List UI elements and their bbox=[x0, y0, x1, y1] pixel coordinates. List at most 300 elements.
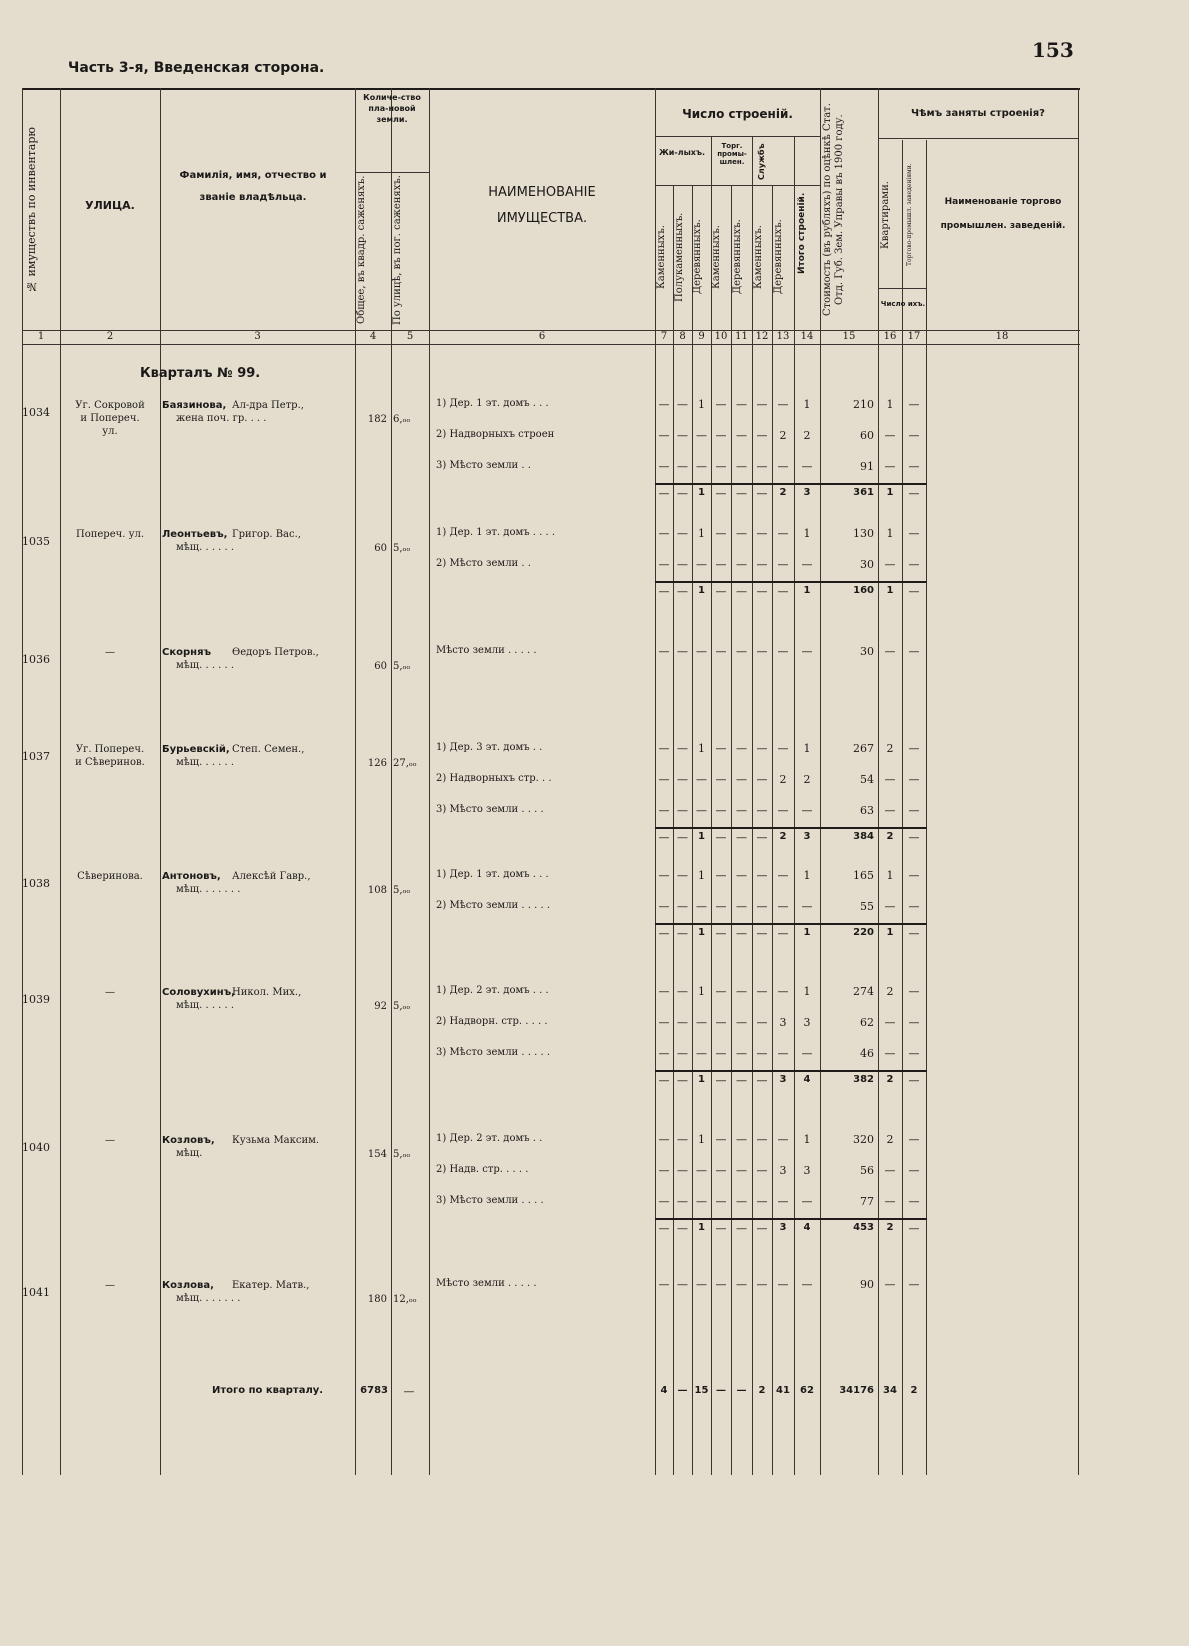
subtotal-count: 1 bbox=[698, 1074, 705, 1085]
empty-dash: — bbox=[658, 804, 670, 817]
header-col10: Каменныхъ. bbox=[711, 225, 722, 289]
column-number: 17 bbox=[907, 331, 921, 342]
grand-total-c17: 2 bbox=[910, 1385, 918, 1396]
column-number: 8 bbox=[679, 331, 686, 342]
empty-dash: — bbox=[884, 900, 896, 913]
empty-dash: — bbox=[715, 398, 727, 411]
column-number: 6 bbox=[538, 331, 546, 342]
empty-dash: — bbox=[756, 429, 768, 442]
empty-dash: — bbox=[715, 804, 727, 817]
empty-dash: — bbox=[884, 804, 896, 817]
building-count: 3 bbox=[779, 1016, 787, 1029]
street-name: Сѣверинова. bbox=[77, 871, 143, 882]
empty-dash: — bbox=[801, 1278, 813, 1291]
valuation-rubles: 62 bbox=[860, 1016, 874, 1029]
grand-total-label: Итого по кварталу. bbox=[212, 1385, 324, 1396]
empty-dash: — bbox=[677, 558, 688, 571]
subtotal-count: 1 bbox=[698, 927, 705, 938]
owner-surname: Козлова, bbox=[162, 1280, 214, 1291]
building-count: 1 bbox=[698, 527, 705, 540]
empty-dash: — bbox=[736, 831, 747, 844]
owner-surname: Леонтьевъ, bbox=[162, 529, 228, 540]
empty-dash: — bbox=[715, 773, 727, 786]
column-number: 3 bbox=[254, 331, 261, 342]
empty-dash: — bbox=[715, 1195, 727, 1208]
valuation-rubles: 267 bbox=[853, 742, 874, 755]
empty-dash: — bbox=[884, 1195, 896, 1208]
subtotal-apartments: 1 bbox=[886, 487, 894, 498]
empty-dash: — bbox=[736, 804, 747, 817]
column-number: 14 bbox=[800, 331, 814, 342]
property-item: 1) Дер. 1 эт. домъ . . . bbox=[436, 869, 549, 880]
street-frontage: 6,ₒₒ bbox=[393, 414, 411, 425]
building-count: 1 bbox=[698, 742, 705, 755]
empty-dash: — bbox=[908, 900, 920, 913]
empty-dash: — bbox=[658, 398, 670, 411]
apartments-count: 2 bbox=[886, 1133, 894, 1146]
empty-dash: — bbox=[908, 831, 920, 844]
owner-name: Алексѣй Гавр., bbox=[232, 871, 311, 882]
empty-dash: — bbox=[756, 398, 768, 411]
subtotal-rule bbox=[655, 483, 927, 485]
property-item: 1) Дер. 2 эт. домъ . . bbox=[436, 1133, 543, 1144]
empty-dash: — bbox=[736, 1164, 747, 1177]
empty-dash: — bbox=[884, 1047, 896, 1060]
property-item: 2) Надворныхъ строен bbox=[436, 429, 555, 440]
building-count: 2 bbox=[779, 773, 787, 786]
grand-total-area: 6783 bbox=[360, 1385, 388, 1396]
empty-dash: — bbox=[677, 645, 688, 658]
street-frontage: 27,ₒₒ bbox=[393, 758, 417, 769]
empty-dash: — bbox=[756, 985, 768, 998]
valuation-rubles: 54 bbox=[860, 773, 874, 786]
empty-dash: — bbox=[677, 1047, 688, 1060]
empty-dash: — bbox=[677, 831, 688, 844]
empty-dash: — bbox=[908, 1016, 920, 1029]
owner-surname: Бурьевскій, bbox=[162, 744, 230, 755]
empty-dash: — bbox=[677, 869, 688, 882]
subtotal-count: 1 bbox=[698, 487, 705, 498]
empty-dash: — bbox=[756, 460, 768, 473]
property-item: Мѣсто земли . . . . . bbox=[436, 645, 537, 656]
building-count: 1 bbox=[803, 869, 811, 882]
subtotal-apartments: 2 bbox=[886, 1074, 894, 1085]
inventory-number: 1038 bbox=[22, 877, 50, 890]
empty-dash: — bbox=[658, 558, 670, 571]
empty-dash: — bbox=[908, 927, 920, 940]
empty-dash: — bbox=[677, 804, 688, 817]
header-col12: Каменныхъ. bbox=[753, 225, 764, 289]
column-number: 13 bbox=[776, 331, 790, 342]
land-area: 154 bbox=[367, 1149, 387, 1160]
subtotal-apartments: 1 bbox=[886, 927, 894, 938]
empty-dash: — bbox=[777, 398, 789, 411]
grand-total-c9: 15 bbox=[694, 1385, 709, 1396]
property-item: 1) Дер. 1 эт. домъ . . . . bbox=[436, 527, 556, 538]
owner-status: мѣщ. . . . . . bbox=[176, 660, 235, 671]
column-number: 2 bbox=[106, 331, 114, 342]
subtotal-rule bbox=[655, 1218, 927, 1220]
empty-dash: — bbox=[884, 460, 896, 473]
empty-dash: — bbox=[715, 527, 727, 540]
empty-dash: — bbox=[801, 804, 813, 817]
land-area: 60 bbox=[374, 661, 387, 672]
empty-dash: — bbox=[756, 804, 768, 817]
building-count: 2 bbox=[779, 429, 787, 442]
empty-dash: — bbox=[677, 1074, 688, 1087]
empty-dash: — bbox=[884, 1016, 896, 1029]
empty-dash: — bbox=[736, 585, 747, 598]
empty-dash: — bbox=[908, 585, 920, 598]
empty-dash: — bbox=[658, 1133, 670, 1146]
empty-dash: — bbox=[736, 1016, 747, 1029]
empty-dash: — bbox=[658, 773, 670, 786]
empty-dash: — bbox=[696, 429, 707, 442]
table-vertical-rule bbox=[1078, 88, 1079, 1475]
empty-dash: — bbox=[736, 1133, 747, 1146]
building-count: 3 bbox=[779, 1164, 787, 1177]
empty-dash: — bbox=[777, 558, 789, 571]
empty-dash: — bbox=[756, 487, 768, 500]
subtotal-rule bbox=[655, 581, 927, 583]
owner-surname: Скорняъ bbox=[162, 647, 211, 658]
property-item: 3) Мѣсто земли . . . . bbox=[436, 1195, 544, 1206]
property-item: 2) Надворныхъ стр. . . bbox=[436, 773, 552, 784]
subtotal-count: 4 bbox=[803, 1222, 811, 1233]
street-name: — bbox=[105, 987, 115, 998]
subtotal-valuation: 361 bbox=[853, 487, 874, 498]
empty-dash: — bbox=[715, 1047, 727, 1060]
inventory-number: 1035 bbox=[22, 535, 50, 548]
empty-dash: — bbox=[658, 1278, 670, 1291]
subtotal-count: 3 bbox=[803, 831, 811, 842]
empty-dash: — bbox=[908, 985, 920, 998]
column-number: 5 bbox=[406, 331, 414, 342]
subtotal-count: 1 bbox=[698, 831, 705, 842]
subtotal-count: 3 bbox=[779, 1074, 787, 1085]
empty-dash: — bbox=[696, 900, 707, 913]
owner-name: Григор. Вас., bbox=[232, 529, 301, 540]
building-count: 1 bbox=[803, 398, 811, 411]
street-frontage: 5,ₒₒ bbox=[393, 1149, 411, 1160]
empty-dash: — bbox=[756, 1195, 768, 1208]
apartments-count: 2 bbox=[886, 985, 894, 998]
empty-dash: — bbox=[658, 927, 670, 940]
empty-dash: — bbox=[677, 1222, 688, 1235]
empty-dash: — bbox=[884, 558, 896, 571]
empty-dash: — bbox=[801, 460, 813, 473]
header-street-frontage: По улицѣ, въ пог. саженяхъ. bbox=[392, 175, 403, 325]
header-col11: Деревянныхъ. bbox=[732, 219, 743, 295]
column-number: 9 bbox=[698, 331, 705, 342]
subtotal-apartments: 2 bbox=[886, 1222, 894, 1233]
empty-dash: — bbox=[677, 927, 688, 940]
header-service: Службъ bbox=[757, 143, 766, 181]
empty-dash: — bbox=[658, 527, 670, 540]
owner-name: Никол. Мих., bbox=[232, 987, 302, 998]
empty-dash: — bbox=[756, 831, 768, 844]
street-frontage: 5,ₒₒ bbox=[393, 885, 411, 896]
page-number: 153 bbox=[1032, 38, 1074, 62]
valuation-rubles: 30 bbox=[860, 645, 874, 658]
building-count: 1 bbox=[803, 742, 811, 755]
empty-dash: — bbox=[908, 1074, 920, 1087]
empty-dash: — bbox=[756, 1278, 768, 1291]
empty-dash: — bbox=[715, 1278, 727, 1291]
empty-dash: — bbox=[777, 1195, 789, 1208]
property-item: 3) Мѣсто земли . . . . bbox=[436, 804, 544, 815]
empty-dash: — bbox=[736, 1074, 747, 1087]
empty-dash: — bbox=[908, 742, 920, 755]
empty-dash: — bbox=[756, 927, 768, 940]
building-count: 1 bbox=[698, 985, 705, 998]
grand-total-c11: — bbox=[736, 1385, 747, 1396]
empty-dash: — bbox=[777, 527, 789, 540]
street-name: — bbox=[105, 647, 115, 658]
empty-dash: — bbox=[777, 645, 789, 658]
street-frontage: 5,ₒₒ bbox=[393, 543, 411, 554]
empty-dash: — bbox=[658, 645, 670, 658]
header-property-name: НАИМЕНОВАНІЕ ИМУЩЕСТВА. bbox=[488, 185, 596, 226]
empty-dash: — bbox=[756, 1222, 768, 1235]
empty-dash: — bbox=[756, 900, 768, 913]
empty-dash: — bbox=[658, 1074, 670, 1087]
inventory-number: 1034 bbox=[22, 406, 50, 419]
land-area: 126 bbox=[367, 758, 387, 769]
empty-dash: — bbox=[715, 487, 727, 500]
apartments-count: 1 bbox=[886, 527, 894, 540]
empty-dash: — bbox=[884, 1164, 896, 1177]
header-col7: Каменныхъ. bbox=[656, 225, 667, 289]
empty-dash: — bbox=[658, 1164, 670, 1177]
empty-dash: — bbox=[677, 1164, 688, 1177]
column-number: 15 bbox=[842, 331, 856, 342]
owner-status: мѣщ. . . . . . bbox=[176, 1000, 235, 1011]
subtotal-valuation: 384 bbox=[853, 831, 874, 842]
empty-dash: — bbox=[715, 1133, 727, 1146]
owner-name: Екатер. Матв., bbox=[232, 1280, 310, 1291]
valuation-rubles: 274 bbox=[853, 985, 874, 998]
owner-status: мѣщ. . . . . . . bbox=[176, 884, 241, 895]
empty-dash: — bbox=[777, 1047, 789, 1060]
table-vertical-rule bbox=[22, 88, 23, 1475]
empty-dash: — bbox=[756, 1016, 768, 1029]
empty-dash: — bbox=[677, 429, 688, 442]
empty-dash: — bbox=[736, 429, 747, 442]
inventory-number: 1039 bbox=[22, 993, 50, 1006]
empty-dash: — bbox=[658, 1016, 670, 1029]
street-name: — bbox=[105, 1135, 115, 1146]
empty-dash: — bbox=[756, 1047, 768, 1060]
empty-dash: — bbox=[736, 742, 747, 755]
subtotal-valuation: 220 bbox=[853, 927, 874, 938]
empty-dash: — bbox=[715, 742, 727, 755]
empty-dash: — bbox=[736, 558, 747, 571]
owner-status: жена поч. гр. . . . bbox=[176, 413, 267, 424]
empty-dash: — bbox=[677, 985, 688, 998]
empty-dash: — bbox=[715, 1074, 727, 1087]
column-number: 16 bbox=[883, 331, 897, 342]
header-living: Жи-лыхъ. bbox=[658, 148, 706, 157]
street-name: Уг. Сокровой bbox=[75, 400, 145, 411]
empty-dash: — bbox=[715, 927, 727, 940]
building-count: 1 bbox=[698, 1133, 705, 1146]
subtotal-apartments: 2 bbox=[886, 831, 894, 842]
empty-dash: — bbox=[908, 487, 920, 500]
empty-dash: — bbox=[696, 1016, 707, 1029]
grand-total-c13: 41 bbox=[776, 1385, 790, 1396]
table-vertical-rule bbox=[752, 136, 753, 185]
empty-dash: — bbox=[658, 900, 670, 913]
building-count: 1 bbox=[803, 527, 811, 540]
empty-dash: — bbox=[884, 773, 896, 786]
header-number: Число ихъ. bbox=[880, 300, 926, 308]
grand-total-c7: 4 bbox=[660, 1385, 668, 1396]
table-horizontal-rule bbox=[22, 344, 1080, 345]
empty-dash: — bbox=[756, 558, 768, 571]
valuation-rubles: 320 bbox=[853, 1133, 874, 1146]
table-vertical-rule bbox=[391, 172, 392, 1475]
subtotal-count: 4 bbox=[803, 1074, 811, 1085]
subtotal-apartments: 1 bbox=[886, 585, 894, 596]
table-horizontal-rule bbox=[655, 136, 820, 137]
empty-dash: — bbox=[756, 742, 768, 755]
column-number: 12 bbox=[755, 331, 769, 342]
empty-dash: — bbox=[908, 804, 920, 817]
empty-dash: — bbox=[777, 1278, 789, 1291]
empty-dash: — bbox=[756, 869, 768, 882]
header-col18: Наименованіе торгово промышлен. заведеній. bbox=[940, 197, 1066, 231]
grand-total-front: — bbox=[403, 1385, 415, 1398]
empty-dash: — bbox=[677, 773, 688, 786]
header-trade: Торг. промы-шлен. bbox=[717, 142, 747, 166]
building-count: 2 bbox=[803, 773, 811, 786]
street-name: Попереч. ул. bbox=[75, 529, 145, 540]
table-horizontal-rule bbox=[355, 172, 429, 173]
header-owner: Фамилія, имя, отчество и званіе владѣльца. bbox=[179, 170, 327, 203]
owner-status: мѣщ. bbox=[176, 1148, 203, 1159]
property-item: 3) Мѣсто земли . . . . . bbox=[436, 1047, 550, 1058]
subtotal-count: 1 bbox=[698, 1222, 705, 1233]
empty-dash: — bbox=[736, 487, 747, 500]
street-name: и Сѣверинов. bbox=[75, 757, 145, 768]
property-item: 1) Дер. 1 эт. домъ . . . bbox=[436, 398, 549, 409]
empty-dash: — bbox=[908, 1195, 920, 1208]
empty-dash: — bbox=[736, 1195, 747, 1208]
header-street: УЛИЦА. bbox=[85, 199, 135, 212]
empty-dash: — bbox=[658, 742, 670, 755]
empty-dash: — bbox=[715, 460, 727, 473]
empty-dash: — bbox=[777, 742, 789, 755]
empty-dash: — bbox=[696, 1164, 707, 1177]
empty-dash: — bbox=[696, 804, 707, 817]
property-item: 3) Мѣсто земли . . bbox=[436, 460, 531, 471]
empty-dash: — bbox=[677, 527, 688, 540]
empty-dash: — bbox=[777, 460, 789, 473]
header-col16: Квартирами. bbox=[880, 181, 891, 249]
empty-dash: — bbox=[777, 585, 789, 598]
inventory-number: 1036 bbox=[22, 653, 50, 666]
apartments-count: 1 bbox=[886, 398, 894, 411]
empty-dash: — bbox=[715, 585, 727, 598]
property-item: 2) Надв. стр. . . . . bbox=[436, 1164, 529, 1175]
empty-dash: — bbox=[736, 1278, 747, 1291]
building-count: 1 bbox=[803, 985, 811, 998]
empty-dash: — bbox=[677, 398, 688, 411]
header-land-quantity: Количе-ство пла-новой земли. bbox=[363, 93, 421, 124]
header-col8: Полукаменныхъ. bbox=[674, 212, 685, 302]
empty-dash: — bbox=[715, 900, 727, 913]
page-header: Часть 3-я, Введенская сторона. bbox=[68, 60, 325, 76]
empty-dash: — bbox=[801, 1047, 813, 1060]
empty-dash: — bbox=[777, 804, 789, 817]
empty-dash: — bbox=[736, 869, 747, 882]
street-frontage: 5,ₒₒ bbox=[393, 1001, 411, 1012]
empty-dash: — bbox=[908, 645, 920, 658]
owner-status: мѣщ. . . . . . bbox=[176, 757, 235, 768]
land-area: 60 bbox=[374, 543, 387, 554]
subtotal-valuation: 453 bbox=[853, 1222, 874, 1233]
subtotal-valuation: 160 bbox=[853, 585, 874, 596]
street-name: и Попереч. bbox=[80, 413, 140, 424]
header-col14: Итого строеній. bbox=[797, 192, 807, 274]
subtotal-count: 2 bbox=[779, 487, 787, 498]
empty-dash: — bbox=[677, 900, 688, 913]
owner-name: Өедоръ Петров., bbox=[232, 647, 319, 658]
empty-dash: — bbox=[801, 645, 813, 658]
empty-dash: — bbox=[658, 585, 670, 598]
subtotal-count: 1 bbox=[803, 927, 811, 938]
valuation-rubles: 90 bbox=[860, 1278, 874, 1291]
property-item: 1) Дер. 2 эт. домъ . . . bbox=[436, 985, 549, 996]
property-item: 1) Дер. 3 эт. домъ . . bbox=[436, 742, 543, 753]
empty-dash: — bbox=[696, 1278, 707, 1291]
empty-dash: — bbox=[658, 1222, 670, 1235]
owner-name: Ал-дра Петр., bbox=[232, 400, 304, 411]
empty-dash: — bbox=[736, 460, 747, 473]
building-count: 2 bbox=[803, 429, 811, 442]
header-buildings-count: Число строеній. bbox=[682, 107, 793, 121]
inventory-number: 1041 bbox=[22, 1286, 50, 1299]
empty-dash: — bbox=[658, 1195, 670, 1208]
valuation-rubles: 60 bbox=[860, 429, 874, 442]
empty-dash: — bbox=[696, 1047, 707, 1060]
empty-dash: — bbox=[756, 773, 768, 786]
valuation-rubles: 130 bbox=[853, 527, 874, 540]
grand-total-c10: — bbox=[716, 1385, 726, 1396]
valuation-rubles: 55 bbox=[860, 900, 874, 913]
building-count: 3 bbox=[803, 1016, 811, 1029]
valuation-rubles: 77 bbox=[860, 1195, 874, 1208]
owner-name: Кузьма Максим. bbox=[232, 1135, 320, 1146]
empty-dash: — bbox=[777, 985, 789, 998]
subtotal-rule bbox=[655, 827, 927, 829]
column-number: 1 bbox=[37, 331, 45, 342]
building-count: 1 bbox=[698, 869, 705, 882]
empty-dash: — bbox=[696, 558, 707, 571]
empty-dash: — bbox=[658, 985, 670, 998]
apartments-count: 1 bbox=[886, 869, 894, 882]
empty-dash: — bbox=[658, 460, 670, 473]
empty-dash: — bbox=[908, 460, 920, 473]
grand-total-c16: 34 bbox=[883, 1385, 897, 1396]
empty-dash: — bbox=[658, 869, 670, 882]
owner-surname: Антоновъ, bbox=[162, 871, 221, 882]
empty-dash: — bbox=[677, 1016, 688, 1029]
empty-dash: — bbox=[908, 773, 920, 786]
valuation-rubles: 91 bbox=[860, 460, 874, 473]
property-item: Мѣсто земли . . . . . bbox=[436, 1278, 537, 1289]
